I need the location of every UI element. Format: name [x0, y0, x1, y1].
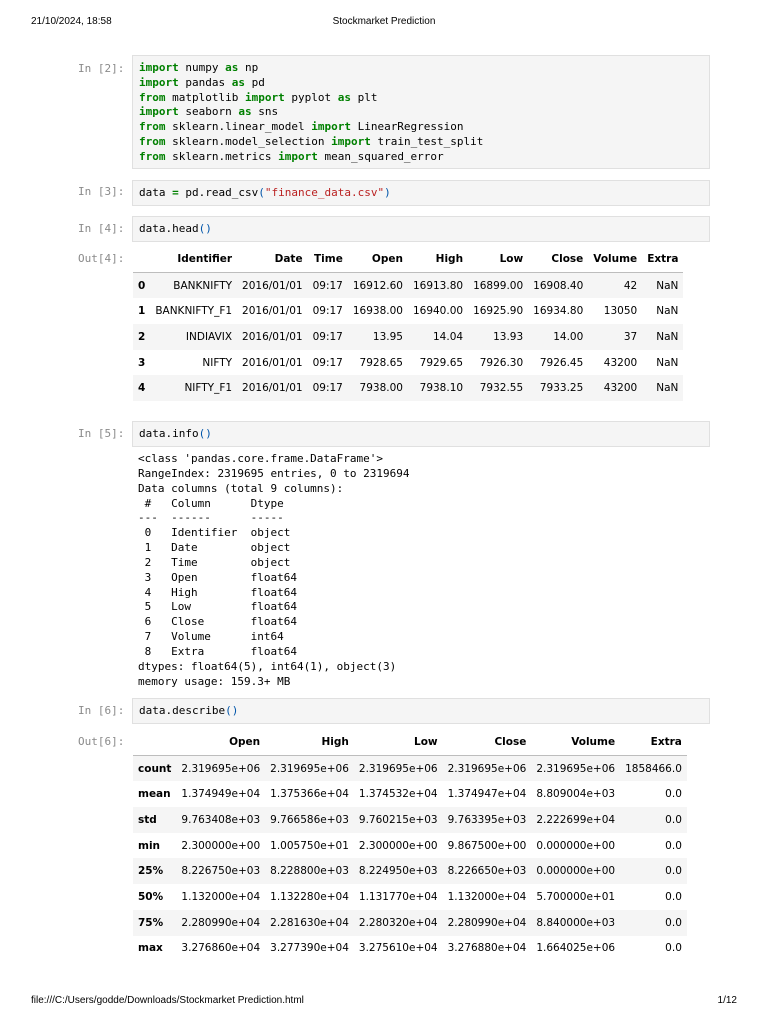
table-cell: 8.228800e+03 — [270, 865, 349, 878]
code-token: pd — [244, 75, 265, 89]
table-cell: NaN — [656, 382, 679, 395]
table-cell: 0.0 — [665, 839, 682, 852]
code-keyword: from — [139, 149, 166, 163]
table-cell: 8.226750e+03 — [181, 865, 261, 878]
code-keyword: import — [139, 61, 179, 74]
output-line: --- ------ ----- — [138, 511, 297, 525]
table-cell: 1858466.0 — [625, 762, 682, 775]
code-line — [139, 427, 703, 442]
table-row — [133, 375, 683, 401]
input-prompt-2: In [2]: — [78, 62, 125, 75]
output-line: 0 Identifier object — [138, 526, 297, 540]
code-line — [139, 105, 703, 120]
input-prompt-3: In [3]: — [78, 185, 125, 198]
table-cell: 37 — [623, 330, 638, 343]
code-token: = — [172, 186, 179, 199]
table-cell: 3.276860e+04 — [181, 942, 261, 955]
output-line: 3 Open float64 — [138, 570, 297, 584]
code-token: pandas — [178, 75, 232, 89]
output-line: 4 High float64 — [138, 585, 297, 599]
table-cell: 7938.10 — [419, 382, 464, 395]
table-cell: NaN — [656, 330, 679, 343]
table-cell: 7932.55 — [479, 382, 524, 395]
table-cell: 2.319695e+06 — [447, 762, 527, 775]
column-header: Volume — [588, 246, 642, 272]
column-header: Extra — [620, 729, 687, 755]
output-line: 7 Volume int64 — [138, 630, 297, 644]
page-title: Stockmarket Prediction — [332, 16, 436, 27]
column-header: Identifier — [150, 246, 237, 272]
table-cell: 0.000000e+00 — [536, 839, 616, 852]
code-token: sns — [251, 105, 279, 119]
output-line: 1 Date object — [138, 541, 297, 555]
table-cell: 1.132280e+04 — [270, 890, 349, 903]
table-cell: 8.840000e+03 — [536, 916, 616, 929]
table-cell: 9.763395e+03 — [447, 813, 527, 826]
code-line — [139, 91, 703, 106]
table-cell: 1.132000e+04 — [181, 890, 261, 903]
code-token: train_test_split — [370, 134, 484, 148]
info-output — [138, 452, 410, 690]
table-cell: 8.226650e+03 — [447, 865, 527, 878]
column-header: Date — [237, 246, 308, 272]
column-header: Close — [443, 729, 532, 755]
code-cell-3[interactable] — [132, 180, 710, 206]
table-cell: 13.93 — [493, 330, 524, 343]
table-cell: 1.374949e+04 — [181, 788, 261, 801]
print-datetime: 21/10/2024, 18:58 — [31, 16, 112, 27]
table-cell: 7926.45 — [539, 356, 584, 369]
table-cell: 9.766586e+03 — [270, 813, 349, 826]
column-header: Close — [528, 246, 588, 272]
table-cell: 1.131770e+04 — [358, 890, 438, 903]
table-row — [133, 936, 687, 962]
code-keyword: as — [225, 61, 239, 74]
table-cell: 43200 — [603, 382, 638, 395]
table-cell: 16899.00 — [473, 279, 524, 292]
table-row — [133, 910, 687, 936]
code-line — [139, 61, 703, 76]
table-cell: NIFTY — [202, 356, 233, 369]
table-cell: 2.300000e+00 — [358, 839, 438, 852]
table-cell: 2.222699e+04 — [536, 813, 616, 826]
code-token: plt — [350, 90, 378, 104]
code-keyword: as — [337, 90, 351, 104]
code-keyword: from — [139, 134, 166, 148]
table-cell: 7928.65 — [359, 356, 403, 369]
code-token: np — [238, 61, 259, 74]
file-url: file:///C:/Users/godde/Downloads/Stockmarket Prediction.html — [31, 995, 304, 1006]
table-row — [133, 833, 687, 859]
code-token: sklearn.linear_model — [165, 120, 312, 134]
column-header: Extra — [642, 246, 683, 272]
output-line: Data columns (total 9 columns): — [138, 481, 344, 495]
table-cell: 1.374947e+04 — [447, 788, 527, 801]
table-cell: 09:17 — [312, 382, 343, 395]
table-cell: 2016/01/01 — [242, 356, 303, 369]
head-dataframe — [133, 246, 683, 401]
output-line: 6 Close float64 — [138, 615, 297, 629]
column-header: Low — [354, 729, 443, 755]
table-header-row — [133, 729, 687, 755]
table-cell: INDIAVIX — [185, 330, 233, 343]
table-cell: 16925.90 — [473, 305, 524, 318]
code-keyword: import — [331, 134, 371, 148]
table-cell: 2.280990e+04 — [447, 916, 527, 929]
table-cell: 0.0 — [665, 813, 682, 826]
table-cell: 16934.80 — [533, 305, 584, 318]
table-cell: BANKNIFTY — [173, 279, 233, 292]
table-cell: 16938.00 — [352, 305, 403, 318]
table-header-row — [133, 246, 683, 272]
input-prompt-5: In [5]: — [78, 427, 125, 440]
column-header: Time — [308, 246, 348, 272]
column-header: High — [265, 729, 354, 755]
table-cell: 2.319695e+06 — [358, 762, 438, 775]
table-cell: 16940.00 — [412, 305, 464, 318]
code-token: ( — [258, 186, 265, 199]
code-line — [139, 76, 703, 91]
table-cell: 3.276880e+04 — [447, 942, 527, 955]
table-row — [133, 807, 687, 833]
code-cell-6[interactable] — [132, 698, 710, 724]
row-index: 3 — [138, 356, 146, 369]
table-cell: 0.0 — [665, 942, 682, 955]
code-token: pyplot — [284, 90, 338, 104]
table-cell: 09:17 — [312, 330, 343, 343]
table-cell: 2016/01/01 — [242, 279, 303, 292]
code-keyword: import — [278, 149, 318, 163]
column-header: High — [408, 246, 468, 272]
row-index: 2 — [138, 330, 146, 343]
code-token: () — [198, 222, 212, 235]
table-cell: 14.04 — [433, 330, 464, 343]
input-prompt-6: In [6]: — [78, 704, 125, 717]
row-index: min — [138, 839, 161, 852]
output-prompt-4: Out[4]: — [78, 252, 125, 265]
column-header: Volume — [531, 729, 620, 755]
code-cell-2[interactable] — [132, 55, 710, 169]
code-cell-5[interactable] — [132, 421, 710, 447]
table-cell: 16912.60 — [352, 279, 403, 292]
code-cell-4[interactable] — [132, 216, 710, 242]
table-cell: 5.700000e+01 — [536, 890, 616, 903]
row-index: std — [138, 813, 157, 826]
table-cell: NaN — [656, 279, 679, 292]
table-row — [133, 298, 683, 324]
table-cell: 7938.00 — [359, 382, 403, 395]
output-prompt-6: Out[6]: — [78, 735, 125, 748]
code-keyword: from — [139, 120, 166, 134]
code-line — [139, 135, 703, 150]
input-prompt-4: In [4]: — [78, 222, 125, 235]
table-cell: 7929.65 — [419, 356, 464, 369]
output-line: 8 Extra float64 — [138, 644, 297, 658]
output-line: dtypes: float64(5), int64(1), object(3) — [138, 659, 397, 673]
code-token: matplotlib — [165, 90, 245, 104]
table-row — [133, 755, 687, 781]
table-cell: 16913.80 — [412, 279, 464, 292]
code-token: () — [198, 427, 212, 440]
code-keyword: import — [139, 75, 179, 89]
row-index: 4 — [138, 382, 146, 395]
table-cell: 1.374532e+04 — [358, 788, 438, 801]
column-header: Low — [468, 246, 528, 272]
code-keyword: from — [139, 90, 166, 104]
code-token: "finance_data.csv" — [264, 186, 385, 199]
row-index: mean — [138, 788, 171, 801]
code-line — [139, 120, 703, 135]
code-token: LinearRegression — [350, 120, 464, 134]
table-cell: 42 — [623, 279, 638, 292]
table-cell: 2.280990e+04 — [181, 916, 261, 929]
table-cell: 2016/01/01 — [242, 382, 303, 395]
output-line: memory usage: 159.3+ MB — [138, 674, 291, 688]
code-token: sklearn.metrics — [165, 149, 279, 163]
code-token: numpy — [178, 61, 226, 74]
table-cell: 2016/01/01 — [242, 330, 303, 343]
table-cell: 9.763408e+03 — [181, 813, 261, 826]
table-cell: 2.281630e+04 — [270, 916, 349, 929]
table-cell: NaN — [656, 305, 679, 318]
output-line: 2 Time object — [138, 555, 297, 569]
page-number: 1/12 — [717, 995, 737, 1006]
table-cell: 43200 — [603, 356, 638, 369]
code-token: ) — [384, 186, 391, 199]
table-cell: 2.319695e+06 — [270, 762, 349, 775]
table-cell: 1.375366e+04 — [270, 788, 349, 801]
table-cell: 1.132000e+04 — [447, 890, 527, 903]
row-index: max — [138, 942, 163, 955]
output-line: RangeIndex: 2319695 entries, 0 to 2319694 — [138, 466, 410, 480]
code-keyword: as — [231, 75, 245, 89]
code-token: seaborn — [178, 105, 239, 119]
output-line: 5 Low float64 — [138, 600, 297, 614]
table-row — [133, 884, 687, 910]
code-keyword: import — [311, 120, 351, 134]
column-header: Open — [348, 246, 408, 272]
table-cell: 8.809004e+03 — [536, 788, 616, 801]
table-cell: 0.0 — [665, 916, 682, 929]
table-cell: 2016/01/01 — [242, 305, 303, 318]
table-row — [133, 324, 683, 350]
row-index: 50% — [138, 890, 164, 903]
row-index: count — [138, 762, 172, 775]
row-index: 1 — [138, 305, 146, 318]
table-cell: BANKNIFTY_F1 — [155, 305, 233, 318]
table-cell: 9.867500e+00 — [447, 839, 527, 852]
describe-dataframe — [133, 729, 687, 961]
table-cell: 09:17 — [312, 279, 343, 292]
table-cell: 9.760215e+03 — [358, 813, 438, 826]
code-line — [139, 186, 703, 201]
code-token: sklearn.model_selection — [165, 134, 332, 148]
table-cell: 2.319695e+06 — [536, 762, 616, 775]
code-token: data.head — [139, 222, 199, 235]
table-cell: 0.0 — [665, 788, 682, 801]
output-line: <class 'pandas.core.frame.DataFrame'> — [138, 452, 384, 465]
code-token: data.info — [139, 427, 199, 440]
table-cell: 2.280320e+04 — [358, 916, 438, 929]
row-index: 0 — [138, 279, 146, 292]
table-cell: 16908.40 — [533, 279, 584, 292]
code-token: data.describe — [139, 704, 226, 717]
code-keyword: import — [139, 105, 179, 119]
code-token: mean_squared_error — [317, 149, 444, 163]
table-row — [133, 272, 683, 298]
code-line — [139, 222, 703, 237]
table-cell: 09:17 — [312, 356, 343, 369]
table-cell: 13.95 — [372, 330, 403, 343]
table-cell: 13050 — [603, 305, 638, 318]
table-cell: 3.277390e+04 — [270, 942, 349, 955]
table-cell: 09:17 — [312, 305, 343, 318]
table-cell: 1.664025e+06 — [536, 942, 616, 955]
code-token: () — [225, 704, 239, 717]
code-line — [139, 150, 703, 165]
table-cell: NIFTY_F1 — [184, 382, 233, 395]
table-cell: 14.00 — [553, 330, 584, 343]
row-index: 25% — [138, 865, 164, 878]
table-cell: 7933.25 — [539, 382, 584, 395]
column-header — [133, 729, 176, 755]
code-token: pd.read_csv — [178, 186, 259, 199]
table-cell: NaN — [656, 356, 679, 369]
table-row — [133, 781, 687, 807]
code-line — [139, 704, 703, 719]
table-row — [133, 350, 683, 376]
table-cell: 7926.30 — [479, 356, 524, 369]
row-index: 75% — [138, 916, 164, 929]
code-keyword: as — [238, 105, 252, 119]
table-cell: 0.0 — [665, 865, 682, 878]
code-token: data — [139, 186, 173, 199]
table-cell: 1.005750e+01 — [270, 839, 349, 852]
table-cell: 0.000000e+00 — [536, 865, 616, 878]
table-cell: 2.300000e+00 — [181, 839, 261, 852]
code-keyword: import — [244, 90, 285, 104]
column-header: Open — [176, 729, 265, 755]
output-line: # Column Dtype — [138, 496, 297, 510]
table-cell: 2.319695e+06 — [181, 762, 261, 775]
table-cell: 0.0 — [665, 890, 682, 903]
table-cell: 8.224950e+03 — [358, 865, 438, 878]
table-row — [133, 858, 687, 884]
table-cell: 3.275610e+04 — [358, 942, 438, 955]
column-header — [133, 246, 150, 272]
